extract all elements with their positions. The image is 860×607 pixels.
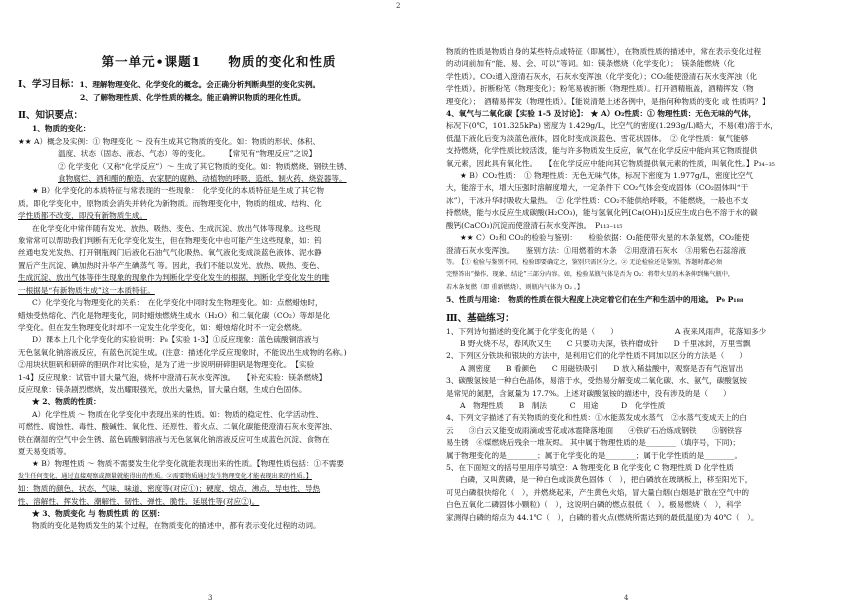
para: ② 化学变化（又称“化学反应”）～ 生成了其它物质的变化。如：物质燃烧、钢铁生锈、 <box>58 161 352 171</box>
question: 家测得白磷的熔点为 44.1℃（ ），白磷的着火点(燃烧所需达到的最低温度)为 40℃（ ）。 <box>446 512 759 522</box>
question: 3、碳酸氢铵是一种白色晶体，易溶于水，受热易分解变成二氧化碳、水、氨气，碳酸氢铵 <box>446 376 747 386</box>
question: 1、下列诗句描述的变化属于化学变化的是（ ） A 夜来风雨声，花落知多少 <box>446 326 767 336</box>
learning-goals-heading: Ⅰ、学习目标：1、理解物理变化、化学变化的概念。会正确分析判断典型的变化实例。 <box>18 79 321 90</box>
para: ★ 2、物质的性质： <box>32 397 101 407</box>
question: 白磷，又叫黄磷，是一种白色或淡黄色固体（ ），把白磷放在玻璃板上，移至阳光下， <box>460 475 753 485</box>
para: 发生任何变化，通过直接观察或测量就能得出的性质。②需要物质通过发生物理变化才能表现出来的性质。】 <box>18 472 312 480</box>
para: 若木条复燃（即 重新燃烧），则瓶内气体为 O₂ 。】 <box>446 283 584 291</box>
para: 物质的变化是物质发生的某个过程，在物质变化的描述中，都有表示变化过程的动词。 <box>32 521 321 531</box>
question: 云 ③白云又能变成雨滴或雪花或冰雹降落地面 ④铁矿石冶炼成钢铁 ⑤钢铁容 <box>446 425 743 435</box>
question: 是常见的氮肥，含氮量为 17.7%。上述对碳酸氢铵的描述中，没有涉及的是（ ） <box>446 388 731 398</box>
para: 一根据是“有新物质生成”这一本质特征。 <box>18 285 155 295</box>
question-option: A 物理性质 B 制法 C 用途 D 化学性质 <box>460 400 666 410</box>
lesson-title: 第一单元•课题1 物质的变化和性质 <box>101 54 337 69</box>
para: 夏天易变质等。 <box>18 446 72 456</box>
para: 质。即化学变化中，原物质会消失并转化为新物质。而物理变化中，物质的组成、结构、化 <box>18 198 322 208</box>
para: ②用块状胆矾和研碎的胆矾作对比实验，是为了进一步说明研碎胆矾是物理变化。 【实验 <box>18 360 315 370</box>
para: 生成沉淀、放出气体等伴生现象的现象作为判断化学变化发生的根据，判断化学变化发生的唯 <box>18 273 330 283</box>
para: 学变化。但在发生物理变化时却不一定发生化学变化，如：蜡烛熔化时不一定会燃烧。 <box>18 322 307 332</box>
para: 可燃性、腐蚀性、毒性、酸碱性、氧化性、还原性、着火点、二氧化碳能使澄清石灰水变浑浊、 <box>18 422 337 432</box>
para: 温度、状态（固态、液态、气态）等的变化。 【常见有“物理反应”之说】 <box>58 149 317 159</box>
right-page <box>396 0 860 607</box>
question: 2、下列区分铁块和银块的方法中，是利用它们的化学性质不同加以区分的方法是（ ） <box>446 351 747 361</box>
para: 象常常可以帮助我们判断有无化学变化发生，但在物理变化中也可能产生这些现象，如：钨 <box>18 236 322 246</box>
para: 等。 【① 检验与鉴别不同，检验即要确定之，鉴别只需区分之。② 无论检验还是鉴别，答题时都必须 <box>446 258 723 266</box>
para: 1、物质的变化： <box>32 124 91 134</box>
para: ★ B）物理性质 ～ 物质不需要发生化学变化就能表现出来的性质。【物理性质包括：①不需要 <box>32 459 344 469</box>
para: 4、氧气与二氧化碳【实验 1-5 及讨论】： ★ A）O₂性质：① 物理性质：无色无味的气体， <box>446 109 757 119</box>
para: 铁在潮湿的空气中会生锈、蓝色硫酸铜溶液与无色氢氧化钠溶液反应可生成蓝色沉淀、食物在 <box>18 434 330 444</box>
para: 的动词前加有“能、易、会、可以”等词。如：镁条燃烧（化学变化）； 镁条能燃烧（化 <box>446 59 735 69</box>
para: ★ B）化学变化的本质特征与常表现的一些现象： 化学变化的本质特征是生成了其它物 <box>32 186 324 196</box>
question-option: B 野火烧不尽，春风吹又生 C 只要功夫深，铁杵磨成针 D 千里冰封，万里雪飘 <box>460 338 751 348</box>
page-number: 3 <box>208 594 213 602</box>
para: 食物腐烂、酒和醋的酿造、农家肥的腐熟、动植物的呼吸、造纸、制火药、烧瓷器等。 <box>58 174 347 184</box>
para: 蜡烛受热熔化、汽化是物理变化，同时蜡烛燃烧生成水（H₂O）和二氧化碳（CO₂）等却是化 <box>18 310 330 320</box>
para: 理变化）； 酒精易挥发（物理性质）。【能说清楚上述各例中，是指何种物质的变化 或 性质吗？】 <box>446 96 770 106</box>
para: 在化学变化中常伴随有发光、放热、吸热、变色、生成沉淀、放出气体等现象。这些现 <box>32 223 321 233</box>
question: 属于物理变化的是________；属于化学变化的是________；属于化学性质的是________。 <box>446 450 743 460</box>
knowledge-heading: Ⅱ、知识要点： <box>18 110 84 122</box>
question: 易生锈 ⑥煤燃烧后残余一堆灰烬。 其中属于物理性质的是________（填序号，下同)； <box>446 438 740 448</box>
para: ★ 3、物质变化 与 物质性质 的 区别： <box>32 509 165 518</box>
para: 性、溶解性、挥发性、潮解性、韧性、弹性、脆性、延展性等(对应②)。 <box>18 496 260 506</box>
learning-goal-2: 2、了解物理性质、化学性质的概念。能正确辨识物质的理化性质。 <box>80 93 306 102</box>
para: C）化学变化与物理变化的关系： 在化学变化中同时发生物理变化。如：点燃蜡烛时， <box>32 298 323 308</box>
para: 反应现象：镁条剧烈燃烧，发出耀眼强光，放出大量热，冒大量白烟，生成白色固体。 <box>18 384 307 394</box>
question: 白色五氧化二磷固体小颗粒)（ ），这说明白磷的燃点很低（ ）。极易燃烧（ ），科学 <box>446 500 742 510</box>
exercises-heading: Ⅲ、基础练习： <box>446 312 515 324</box>
para: 无色氢氧化钠溶液反应，有蓝色沉淀生成。(注意：描述化学反应现象时，不能说出生成物的名称。) <box>18 347 347 357</box>
para: 低温下液化后变为淡蓝色液体，固化时变成淡蓝色、雪花状固体。 ② 化学性质：氧气能够 <box>446 133 749 143</box>
para: 氧元素，因此具有氧化性。 【在化学反应中能向其它物质提供氧元素的性质，叫氧化性。】P₃₄₋₃₅ <box>446 158 775 168</box>
para: 学性质）。CO₂通入澄清石灰水，石灰水变浑浊（化学变化）；CO₂能使澄清石灰水变浑浊（化 <box>446 71 758 81</box>
para: 酸钙(CaCO₃)沉淀而使澄清石灰水变浑浊。 P₁₁₃₋₁₁₅ <box>446 220 623 230</box>
page-number: 4 <box>624 594 629 602</box>
question: 5、在下面短文的括号里用序号填空：A 物理变化 B 化学变化 C 物理性质 D 化学性质 <box>446 463 734 472</box>
para: ★★ A）概念及实例：① 物理变化 ～ 没有生成其它物质的变化。如：物质的形状、体积、 <box>18 136 321 146</box>
para: 学性质都不改变，即没有新物质生成。 <box>18 211 148 221</box>
para: 学性质）。折断粉笔（物理变化）；粉笔易被折断（物理性质）。打开酒精瓶盖，酒精挥发（物 <box>446 84 754 94</box>
para: 冰”），干冰升华时吸收大量热。 ② 化学性质：CO₂不能供给呼吸，不能燃烧，一般也不支 <box>446 195 749 205</box>
question-option: A 测密度 B 看颜色 C 用磁铁吸引 D 放入稀盐酸中，观察是否有气泡冒出 <box>460 363 744 373</box>
question: 4、下列文字描述了有关物质的变化和性质：①水能蒸发成水蒸气 ②水蒸气变成天上的白 <box>446 413 747 423</box>
para: 支持燃烧，化学性质比较活泼，能与许多物质发生反应，氧气在化学反应中能向其它物质提供 <box>446 146 758 156</box>
para: 5、性质与用途： 物质的性质在很大程度上决定着它们在生产和生活中的用途。 P₉ P₁₈₈ <box>446 295 744 305</box>
para: 大，能溶于水，增大压强时溶解度增大，一定条件下 CO₂气体会变成固体（CO₂固体叫“干 <box>446 183 749 193</box>
para: 置后产生沉淀、碘加热时升华产生碘蒸气 等。因此，我们不能以发光、放热、吸热、变色、 <box>18 260 325 270</box>
para: 丝通电发光发热、打开钢瓶阀门后液化石油气气化吸热、氧气液化变成淡蓝色液体、泥水静 <box>18 248 322 258</box>
para: 物质的性质是物质自身的某些特点或特征（即属性），在物质性质的描述中，常在表示变化过程 <box>446 47 762 56</box>
para: ★★ C）O₂和 CO₂的检验与鉴别： 检验依据：O₂能使带火星的木条复燃，CO₂能使 <box>460 233 750 243</box>
page-number: 2 <box>396 2 401 10</box>
para: 完整答出“操作、现象、结论”三部分内容。如，检验某瓶气体是否为 O₂：将带火星的木条伸到集气瓶中， <box>446 271 735 279</box>
para: 澄清石灰水变浑浊。 鉴别方法：①用燃着的木条 ②用澄清石灰水 ③用紫色石蕊溶液 <box>446 245 746 255</box>
para: 如：物质的颜色、状态、气味、味道、密度等(对应①)；硬度、熔点、沸点、导电性、导热 <box>18 484 321 494</box>
para: 持燃烧，能与水反应生成碳酸(H₂CO₃)，能与氢氧化钙[Ca(OH)₂]反应生成白色不溶于水的碳 <box>446 208 758 218</box>
para: A）化学性质 ～ 物质在化学变化中表现出来的性质。如：物质的稳定性、化学活动性、 <box>32 409 324 419</box>
para: D）课本上几个化学变化的实验说明：P₈【实验 1-3】①反应现象：蓝色硫酸铜溶液与 <box>32 335 320 345</box>
para: ★ B）CO₂性质： ① 物理性质：无色无味气体，标况下密度为 1.977g/L，密度比空气 <box>460 171 753 181</box>
para: 1-4】反应现象：试管中冒大量气泡，烧杯中澄清石灰水变浑浊。 【补充实验：镁条燃烧】 <box>18 372 327 382</box>
question: 可见白磷很快熔化（ ），并燃烧起来，产生黄色火焰，冒大量白烟(白烟是扩散在空气中的 <box>446 487 749 497</box>
para: 标况下(0℃，101.325kPa) 密度为 1.429g/L，比空气的密度(1.293g/L)略大，不易(难)溶于水， <box>446 121 778 131</box>
